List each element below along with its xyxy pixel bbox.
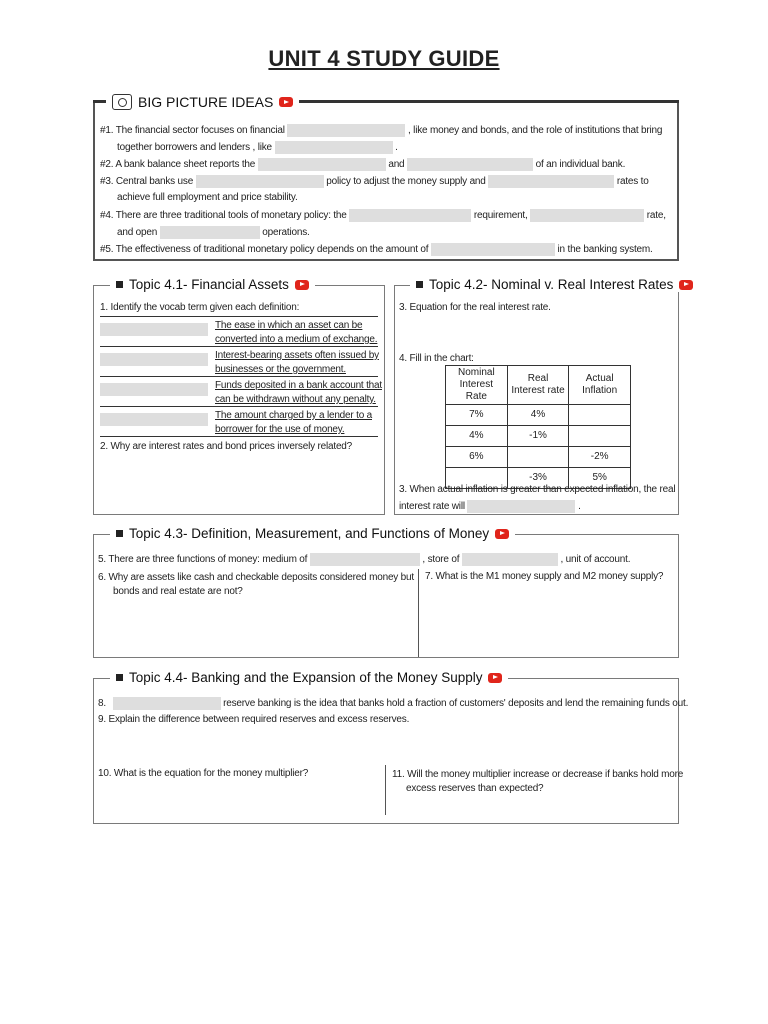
bp-line-7: [117, 226, 310, 239]
topic-42-q3b-line1: 3. When actual inflation is greater than expected inflation, the real: [399, 484, 676, 495]
q11-line-1: 11. Will the money multiplier increase or decrease if banks hold more: [392, 769, 684, 780]
def-1-line-1: The ease in which an asset can be: [215, 320, 363, 331]
header-nominal-2: Interest Rate: [459, 379, 494, 402]
topic-41-q1: [100, 302, 299, 313]
header-inflation-1: Actual: [585, 373, 614, 384]
table-cell[interactable]: -3%: [507, 468, 569, 489]
blank-institutions[interactable]: [275, 141, 393, 154]
topic-44-q9: 9. Explain the difference between required reserves and excess reserves.: [98, 714, 410, 725]
bp-l7a: and open: [117, 227, 158, 239]
bp-l2a: together borrowers and lenders , like: [117, 142, 272, 154]
table-row: [446, 405, 631, 426]
bp-line-6: [100, 209, 666, 222]
bp-l8a: #5. The effectiveness of traditional monetary policy depends on the amount of: [100, 244, 429, 256]
blank-monetary[interactable]: [196, 175, 324, 188]
table-cell[interactable]: 7%: [446, 405, 508, 426]
vocab-blank-2[interactable]: [100, 353, 208, 366]
bp-l6a: #4. There are three traditional tools of monetary policy: the: [100, 210, 347, 222]
table-cell[interactable]: 6%: [446, 447, 508, 468]
topic-43-divider: [418, 569, 419, 657]
blank-interest[interactable]: [488, 175, 614, 188]
bp-line-4: [100, 175, 649, 188]
def-1-rule: [100, 346, 378, 347]
def-4-rule: [100, 436, 378, 437]
vocab-blank-4[interactable]: [100, 413, 208, 426]
bp-line-5: achieve full employment and price stability.: [117, 192, 298, 203]
bullet-square-icon: [416, 281, 423, 288]
bp-line-1: [100, 124, 662, 137]
def-4: [215, 409, 372, 437]
def-2-line-1: Interest-bearing assets often issued by: [215, 350, 379, 361]
header-real-2: Interest rate: [511, 385, 565, 396]
youtube-icon[interactable]: [495, 529, 509, 539]
bp-l1a: #1. The financial sector focuses on financial: [100, 125, 285, 137]
bp-l4a: #3. Central banks use: [100, 176, 194, 188]
blank-reserves[interactable]: [431, 243, 555, 256]
blank-financial[interactable]: [287, 124, 405, 137]
q8-text: reserve banking is the idea that banks hold a fraction of customers' deposits and lend the remaining funds out.: [223, 698, 689, 710]
page-title: UNIT 4 STUDY GUIDE: [268, 46, 500, 71]
table-cell[interactable]: [569, 426, 631, 447]
table-row: [446, 447, 631, 468]
topic-41-heading: [110, 277, 315, 292]
topic-43-heading-text: Topic 4.3- Definition, Measurement, and Functions of Money: [129, 526, 490, 541]
topic-42-q3: 3. Equation for the real interest rate.: [399, 302, 551, 313]
header-inflation: [569, 366, 631, 405]
blank-real-rate[interactable]: [467, 500, 575, 513]
topic-43-q5: [98, 553, 630, 566]
q5-text-b: , store of: [422, 554, 460, 566]
def-1-line-2: converted into a medium of exchange.: [215, 334, 378, 345]
topic-41-heading-text: Topic 4.1- Financial Assets: [129, 277, 289, 292]
big-picture-heading-text: BIG PICTURE IDEAS: [138, 94, 274, 110]
bp-l8b: in the banking system.: [557, 244, 653, 256]
header-nominal-1: Nominal: [458, 367, 495, 378]
table-cell[interactable]: -1%: [507, 426, 569, 447]
bp-l6b: requirement,: [473, 210, 528, 222]
header-nominal: [446, 366, 508, 405]
bp-l3c: of an individual bank.: [535, 159, 626, 171]
bp-line-3: [100, 158, 625, 171]
blank-store-of[interactable]: [462, 553, 558, 566]
q8-number: 8.: [98, 698, 106, 710]
topic-43-q7: 7. What is the M1 money supply and M2 money supply?: [425, 571, 664, 582]
topic-44-q11: [392, 768, 683, 796]
topic-44-divider: [385, 765, 386, 815]
vocab-blank-1[interactable]: [100, 323, 208, 336]
camera-icon: [112, 94, 132, 110]
table-cell[interactable]: 4%: [507, 405, 569, 426]
bp-l6c: rate,: [646, 210, 666, 222]
def-1: [215, 319, 377, 347]
big-picture-heading: [106, 94, 299, 110]
topic-42-heading-text: Topic 4.2- Nominal v. Real Interest Rates: [429, 277, 674, 292]
q5-text-c: , unit of account.: [560, 554, 631, 566]
topic-42-q3b-line2: [399, 500, 581, 513]
header-real: [507, 366, 569, 405]
q6-line-1: 6. Why are assets like cash and checkable deposits considered money but: [98, 572, 414, 583]
bp-l4c: rates to: [616, 176, 649, 188]
bp-l3a: #2. A bank balance sheet reports the: [100, 159, 256, 171]
table-cell[interactable]: [569, 405, 631, 426]
q5-text-a: 5. There are three functions of money: medium of: [98, 554, 308, 566]
header-real-1: Real: [527, 373, 549, 384]
topic-43-q6: [98, 571, 414, 599]
def-2: [215, 349, 379, 377]
topic-44-heading: [110, 670, 508, 685]
def-3-line-1: Funds deposited in a bank account that: [215, 380, 382, 391]
bp-l1b: , like money and bonds, and the role of institutions that bring: [408, 125, 663, 137]
bullet-square-icon: [116, 674, 123, 681]
topic-44-q10: 10. What is the equation for the money multiplier?: [98, 768, 309, 779]
topic-44-heading-text: Topic 4.4- Banking and the Expansion of the Money Supply: [129, 670, 483, 685]
q3b-text: interest rate will: [399, 501, 465, 513]
topic-42-heading: [410, 277, 699, 292]
table-cell[interactable]: [507, 447, 569, 468]
blank-medium-of[interactable]: [310, 553, 420, 566]
q1-underline: [100, 316, 378, 317]
def-3-rule: [100, 406, 378, 407]
table-cell[interactable]: -2%: [569, 447, 631, 468]
topic-43-heading: [110, 526, 515, 541]
blank-fractional[interactable]: [113, 697, 221, 710]
bp-line-8: [100, 243, 653, 256]
youtube-icon[interactable]: [488, 673, 502, 683]
bullet-square-icon: [116, 281, 123, 288]
table-row: [446, 426, 631, 447]
vocab-blank-3[interactable]: [100, 383, 208, 396]
def-3: [215, 379, 382, 407]
table-cell[interactable]: 4%: [446, 426, 508, 447]
bullet-square-icon: [116, 530, 123, 537]
q6-line-2: bonds and real estate are not?: [113, 586, 243, 597]
bp-l2b: .: [395, 142, 398, 154]
table-cell[interactable]: 5%: [569, 468, 631, 489]
def-2-line-2: businesses or the government.: [215, 364, 346, 375]
def-2-rule: [100, 376, 378, 377]
bp-l3b: and: [388, 159, 405, 171]
topic-44-q8: [98, 697, 688, 710]
bp-l7b: operations.: [262, 227, 310, 239]
bp-l4b: policy to adjust the money supply and: [326, 176, 486, 188]
blank-assets[interactable]: [258, 158, 386, 171]
youtube-icon[interactable]: [279, 97, 293, 107]
blank-discount[interactable]: [530, 209, 644, 222]
youtube-icon[interactable]: [295, 280, 309, 290]
def-3-line-2: can be withdrawn without any penalty.: [215, 394, 376, 405]
q1-text: 1. Identify the vocab term given each definition:: [100, 302, 300, 313]
def-4-line-2: borrower for the use of money.: [215, 424, 345, 435]
blank-liabilities[interactable]: [407, 158, 533, 171]
blank-market[interactable]: [160, 226, 260, 239]
def-4-line-1: The amount charged by a lender to a: [215, 410, 372, 421]
header-inflation-2: Inflation: [582, 385, 618, 396]
youtube-icon[interactable]: [679, 280, 693, 290]
q11-line-2: excess reserves than expected?: [406, 783, 544, 794]
q3b-period: .: [578, 501, 581, 513]
table-header-row: [446, 366, 631, 405]
bp-line-2: [117, 141, 398, 154]
interest-rate-table: [445, 365, 631, 489]
blank-reserve[interactable]: [349, 209, 471, 222]
topic-42-q4: 4. Fill in the chart:: [399, 353, 474, 364]
topic-41-q2: 2. Why are interest rates and bond prices inversely related?: [100, 441, 353, 452]
